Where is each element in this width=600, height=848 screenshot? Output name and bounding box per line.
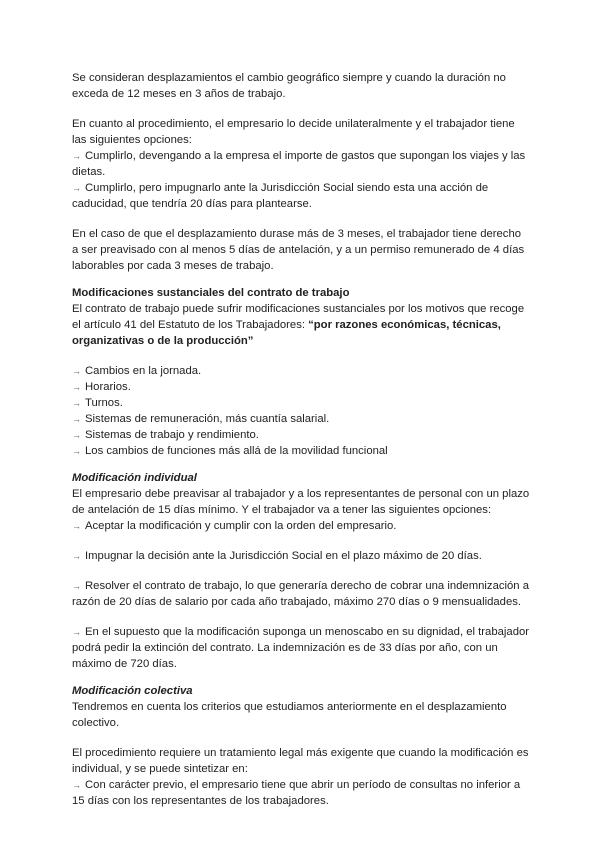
arrow-icon: → <box>72 398 81 408</box>
arrow-icon: → <box>72 382 81 392</box>
arrow-icon: → <box>72 581 81 591</box>
list-item: → Sistemas de trabajo y rendimiento. <box>72 429 259 441</box>
list-item: → En el supuesto que la modificación suponga un menoscabo en su dignidad, el trabajador podrá pedir la extinción del contrato. La indemnización es de 33 días por año, con un máximo de 720 días. <box>72 626 530 670</box>
document-body <box>72 70 530 809</box>
list-item: → Cumplirlo, pero impugnarlo ante la Jurisdicción Social siendo esta una acción de caducidad, que tendría 20 días para plantearse. <box>72 182 489 210</box>
list-item: → Turnos. <box>72 397 123 409</box>
list-item: → Los cambios de funciones más allá de la movilidad funcional <box>72 445 388 457</box>
arrow-icon: → <box>72 521 81 531</box>
heading-modificacion-individual: Modificación individual <box>72 472 197 484</box>
causes-list <box>72 363 530 459</box>
list-item: → Cumplirlo, devengando a la empresa el importe de gastos que supongan los viajes y las dietas. <box>72 150 526 178</box>
heading-modificaciones-sustanciales: Modificaciones sustanciales del contrato de trabajo <box>72 287 350 299</box>
heading-modificacion-colectiva: Modificación colectiva <box>72 685 193 697</box>
paragraph-preaviso: El empresario debe preavisar al trabajador y a los representantes de personal con un plazo de antelación de 15 días mínimo. Y el trabajador va a tener las siguientes opciones: <box>72 488 530 516</box>
arrow-icon: → <box>72 366 81 376</box>
list-item: → Aceptar la modificación y cumplir con la orden del empresario. <box>72 520 397 532</box>
paragraph-criterios: Tendremos en cuenta los criterios que estudiamos anteriormente en el desplazamiento colectivo. <box>72 701 507 729</box>
list-item: → Horarios. <box>72 381 131 393</box>
arrow-icon: → <box>72 430 81 440</box>
paragraph-procedimiento-colectivo: El procedimiento requiere un tratamiento legal más exigente que cuando la modificación es individual, y se puede sintetizar en: <box>72 747 529 775</box>
arrow-icon: → <box>72 551 81 561</box>
paragraph-duracion: En el caso de que el desplazamiento durase más de 3 meses, el trabajador tiene derecho a ser preavisado con al menos 5 días de antelación, y a un permiso remunerado de 4 días laborables por cada 3 meses de trabajo. <box>72 228 525 272</box>
list-item: → Resolver el contrato de trabajo, lo que generaría derecho de cobrar una indemnización a razón de 20 días de salario por cada año trabajado, máximo 270 días o 9 mensualidades. <box>72 580 529 608</box>
paragraph-procedimiento: En cuanto al procedimiento, el empresario lo decide unilateralmente y el trabajador tiene las siguientes opciones: <box>72 118 515 146</box>
arrow-icon: → <box>72 183 81 193</box>
list-item: → Cambios en la jornada. <box>72 365 202 377</box>
list-item: → Sistemas de remuneración, más cuantía salarial. <box>72 413 330 425</box>
list-item: → Con carácter previo, el empresario tiene que abrir un período de consultas no inferior a 15 días con los representantes de los trabajadores. <box>72 779 521 807</box>
arrow-icon: → <box>72 151 81 161</box>
paragraph-desplazamientos: Se consideran desplazamientos el cambio geográfico siempre y cuando la duración no exceda de 12 meses en 3 años de trabajo. <box>72 72 506 100</box>
arrow-icon: → <box>72 414 81 424</box>
list-item: → Impugnar la decisión ante la Jurisdicción Social en el plazo máximo de 20 días. <box>72 550 482 562</box>
arrow-icon: → <box>72 627 81 637</box>
arrow-icon: → <box>72 780 81 790</box>
arrow-icon: → <box>72 446 81 456</box>
paragraph-articulo-41: El contrato de trabajo puede sufrir modificaciones sustanciales por los motivos que recoge el artículo 41 del Estatuto de los Trabajadores: “por razones económicas, técnicas, organizativas o de la producción” <box>72 303 525 347</box>
